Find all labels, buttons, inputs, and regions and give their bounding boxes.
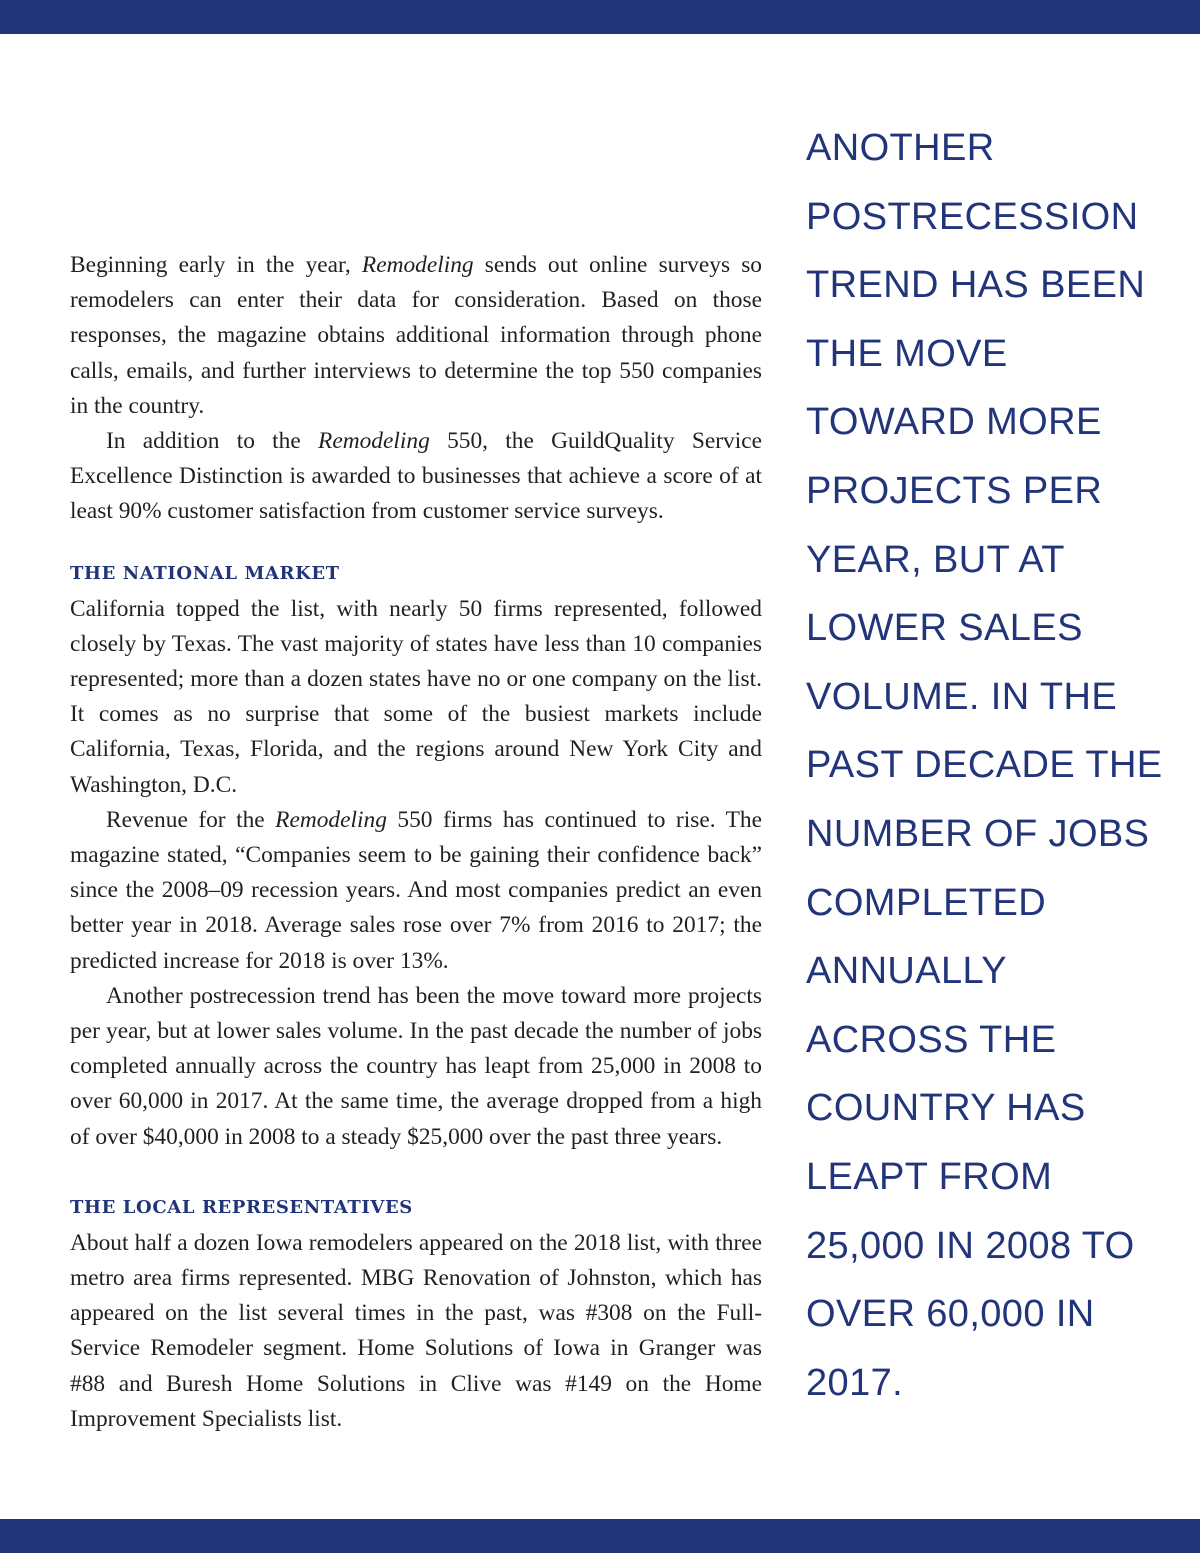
paragraph-text: Beginning early in the year, [70, 252, 362, 278]
paragraph-iowa: About half a dozen Iowa remodelers appeared on the 2018 list, with three metro area firms represented. MBG Renovation of Johnston, which has appeared on the list several times in the past, was #308 on the Full-Service Remodeler segment. Home Solutions of Iowa in Granger was #88 and Buresh Home Solutions in Clive was #149 on the Home Improvement Specialists list. [70, 1229, 762, 1432]
paragraph-postrecession: Another postrecession trend has been the move toward more projects per year, but at lower sales volume. In the past decade the number of jobs completed annually across the country has leapt from 25,000 in 2008 to over 60,000 in 2017. At the same time, the average dropped from a high of over $40,000 in 2008 to a steady $25,000 over the past three years. [70, 982, 762, 1150]
heading-local-representatives: THE LOCAL REPRESENTATIVES [70, 1196, 413, 1218]
paragraph-california: California topped the list, with nearly 50 firms represented, followed closely by Texas. The vast majority of states have less than 10 companies represented; more than a dozen states have no or one company on the list. It comes as no surprise that some of the busiest markets include California, Texas, Florida, and the regions around New York City and Washington, D.C. [70, 595, 762, 798]
paragraph-text: In addition to the [106, 428, 319, 455]
magazine-title: Remodeling [318, 428, 430, 455]
paragraph-guildquality [70, 424, 762, 530]
pull-quote: ANOTHER POSTRECESSION TREND HAS BEEN THE MOVE TOWARD MORE PROJECTS PER YEAR, BUT AT LOWER SALES VOLUME. IN THE PAST DECADE THE NUMBER OF JOBS COMPLETED ANNUALLY ACROSS THE COUNTRY HAS LEAPT FROM 25,000 IN 2008 TO OVER 60,000 IN 2017. [806, 127, 1163, 1404]
paragraph-revenue [70, 803, 762, 979]
paragraph-surveys [70, 248, 762, 424]
magazine-title: Remodeling [275, 806, 387, 833]
section-spacer [70, 530, 762, 556]
paragraph-text: sends out online surveys so remodelers can enter their data for consideration. Based on those responses, the magazine obtains additional information through phone calls, emails, and further interviews to determine the top 550 companies in the country. [70, 252, 762, 419]
heading-national-market: THE NATIONAL MARKET [70, 562, 340, 584]
paragraph-text: 550, the GuildQuality Service Excellence Distinction is awarded to businesses that achieve a score of at least 90% customer satisfaction from customer service surveys. [70, 428, 762, 525]
section-spacer [70, 1155, 762, 1190]
article-body [70, 248, 762, 1437]
paragraph-text: Revenue for the [106, 806, 276, 833]
magazine-title: Remodeling [361, 252, 474, 278]
bottom-color-bar [0, 1519, 1200, 1553]
top-color-bar [0, 0, 1200, 34]
paragraph-text: 550 firms has continued to rise. The magazine stated, “Companies seem to be gaining their confidence back” since the 2008–09 recession years. And most companies predict an even better year in 2018. Average sales rose over 7% from 2016 to 2017; the predicted increase for 2018 is over 13%. [70, 806, 762, 974]
